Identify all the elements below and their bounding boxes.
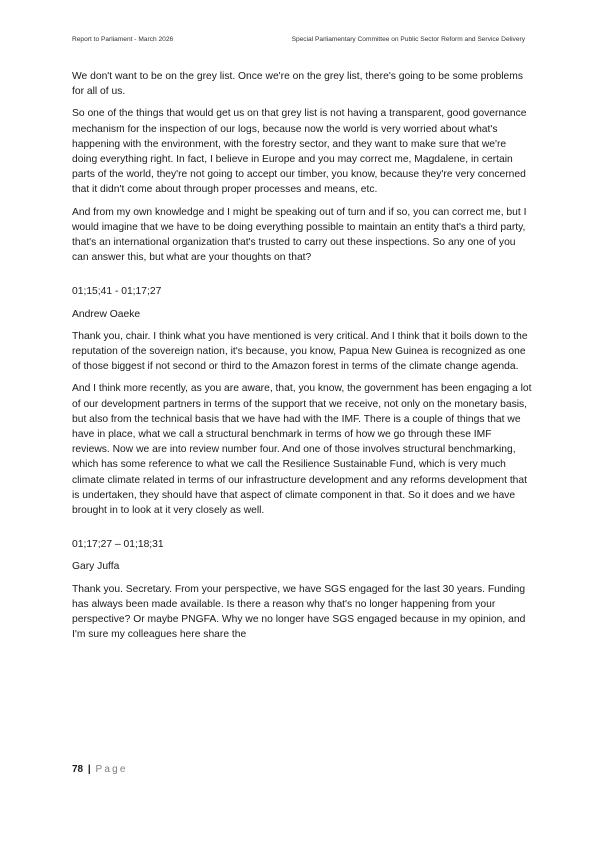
segment-timestamp: 01;15;41 - 01;17;27 bbox=[72, 286, 162, 298]
body-paragraph: And from my own knowledge and I might be speaking out of turn and if so, you can correct me, but I would imagine that we have to be doing everything possible to maintain an entity that's a third party, that's an international organization that's trusted to carry out these inspections. So any one of you can answer this, but what are your thoughts on that? bbox=[72, 206, 527, 264]
footer-separator: | bbox=[87, 764, 91, 775]
body-paragraph: We don't want to be on the grey list. Once we're on the grey list, there's going to be some problems for all of us. bbox=[72, 71, 524, 98]
body-paragraph: And I think more recently, as you are aware, that, you know, the government has been engaging a lot of our development partners in terms of the support that we receive, not only on the monetary basis, but also from the technical basis that we have had with the IMF. There is a couple of things that we have in place, what we call a structural benchmark in terms of how we go through these IMF reviews. Now we are into review number four. And one of those involves structural benchmarking, which has some reference to what we call the Resilience Sustainable Fund, which is very much climate climate related in terms of our infrastructure development and any reforms development that is undertaken, they should have that aspect of climate component in that. So it does and we have brought in to look at it very closely as well. bbox=[72, 383, 532, 517]
page-label: Page bbox=[95, 764, 128, 775]
body-paragraph: Thank you, chair. I think what you have mentioned is very critical. And I think that it boils down to the reputation of the sovereign nation, it's because, you know, Papua New Guinea is recognized as one of those biggest if not second or third to the Amazon forest in terms of the climate change agenda. bbox=[72, 330, 528, 373]
page-number: 78 bbox=[72, 764, 84, 775]
body-paragraph: Thank you. Secretary. From your perspective, we have SGS engaged for the last 30 years. Funding has always been made available. Is there a reason why that's no longer happening from your perspective? Or maybe PNGFA. Why we no longer have SGS engaged because in my opinion, and I'm sure my colleagues here share the bbox=[72, 583, 526, 641]
speaker-name: Gary Juffa bbox=[72, 561, 120, 573]
page-footer bbox=[72, 764, 128, 775]
body-paragraph: So one of the things that would get us on that grey list is not having a transparent, good governance mechanism for the inspection of our logs, because now the world is very worried about what's happening with the environment, with the forestry sector, and they want to make sure that we're doing everything right. In fact, I believe in Europe and you may correct me, Magdalene, in certain parts of the world, they're not going to accept our timber, you know, because they're very concerned that it didn't come about through proper processes and means, etc. bbox=[72, 108, 527, 196]
header-report-title: Report to Parliament - March 2026 bbox=[72, 36, 174, 43]
speaker-name: Andrew Oaeke bbox=[72, 308, 141, 320]
segment-timestamp: 01;17;27 – 01;18;31 bbox=[72, 539, 164, 551]
header-committee-name: Special Parliamentary Committee on Public Sector Reform and Service Delivery bbox=[291, 36, 525, 43]
page-content bbox=[72, 69, 532, 650]
page-header bbox=[72, 36, 525, 48]
